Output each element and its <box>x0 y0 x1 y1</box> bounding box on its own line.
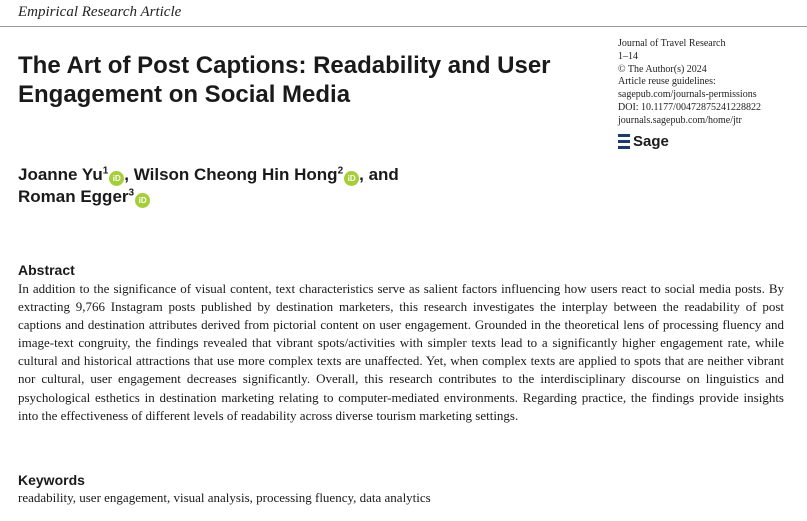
author-name: Joanne Yu <box>18 165 103 184</box>
orcid-icon[interactable]: iD <box>135 193 150 208</box>
abstract-heading: Abstract <box>18 262 75 278</box>
author-list <box>18 164 488 208</box>
reuse-label: Article reuse guidelines: <box>618 76 716 88</box>
author-name: Roman Egger <box>18 187 129 206</box>
journal-meta <box>618 38 803 128</box>
page-range: 1–14 <box>618 50 638 62</box>
doi[interactable]: DOI: 10.1177/00472875241228822 <box>618 101 761 113</box>
publisher-logo <box>618 133 669 150</box>
journal-link[interactable]: journals.sagepub.com/home/jtr <box>618 114 742 126</box>
orcid-icon[interactable]: iD <box>109 171 124 186</box>
author-separator: , and <box>359 165 399 184</box>
copyright: © The Author(s) 2024 <box>618 63 707 75</box>
affiliation-marker: 3 <box>128 187 135 199</box>
sage-logo-icon <box>618 134 630 149</box>
keywords-list: readability, user engagement, visual analysis, processing fluency, data analytics <box>18 490 431 505</box>
reuse-link[interactable]: sagepub.com/journals-permissions <box>618 89 757 101</box>
header-divider <box>0 26 807 27</box>
affiliation-marker: 1 <box>102 165 109 177</box>
publisher-name: Sage <box>633 133 669 150</box>
orcid-icon[interactable]: iD <box>344 171 359 186</box>
author-separator: , <box>124 165 134 184</box>
keywords-heading: Keywords <box>18 472 85 488</box>
article-type-label: Empirical Research Article <box>18 4 182 20</box>
affiliation-marker: 2 <box>337 165 344 177</box>
article-title: The Art of Post Captions: Readability and User Engagement on Social Media <box>18 52 551 108</box>
journal-name: Journal of Travel Research <box>618 38 726 49</box>
author-name: Wilson Cheong Hin Hong <box>133 165 338 184</box>
abstract-body: In addition to the significance of visual content, text characteristics serve as salient factors influencing how users react to social media posts. By extracting 9,766 Instagram posts published by destination marketers, this research investigates the interplay between the readability of post captions and destination attributes derived from pictorial content on user engagement. Grounded in the theoretical lens of processing fluency and image-text congruity, the findings revealed that vibrant spots/activities with simpler texts lead to a significantly higher engagement rate, while cultural and historical attractions that use more complex texts are unaffected. Yet, when complex texts are applied to spots that are neither vibrant nor cultural, user engagement decreases significantly. Overall, this research contributes to the interdisciplinary discourse on linguistics and psychological esthetics in destination marketing relating to computer-mediated environments. Regarding practice, the findings provide insights into the effectiveness of different levels of readability across diverse tourism marketing settings. <box>18 281 784 423</box>
